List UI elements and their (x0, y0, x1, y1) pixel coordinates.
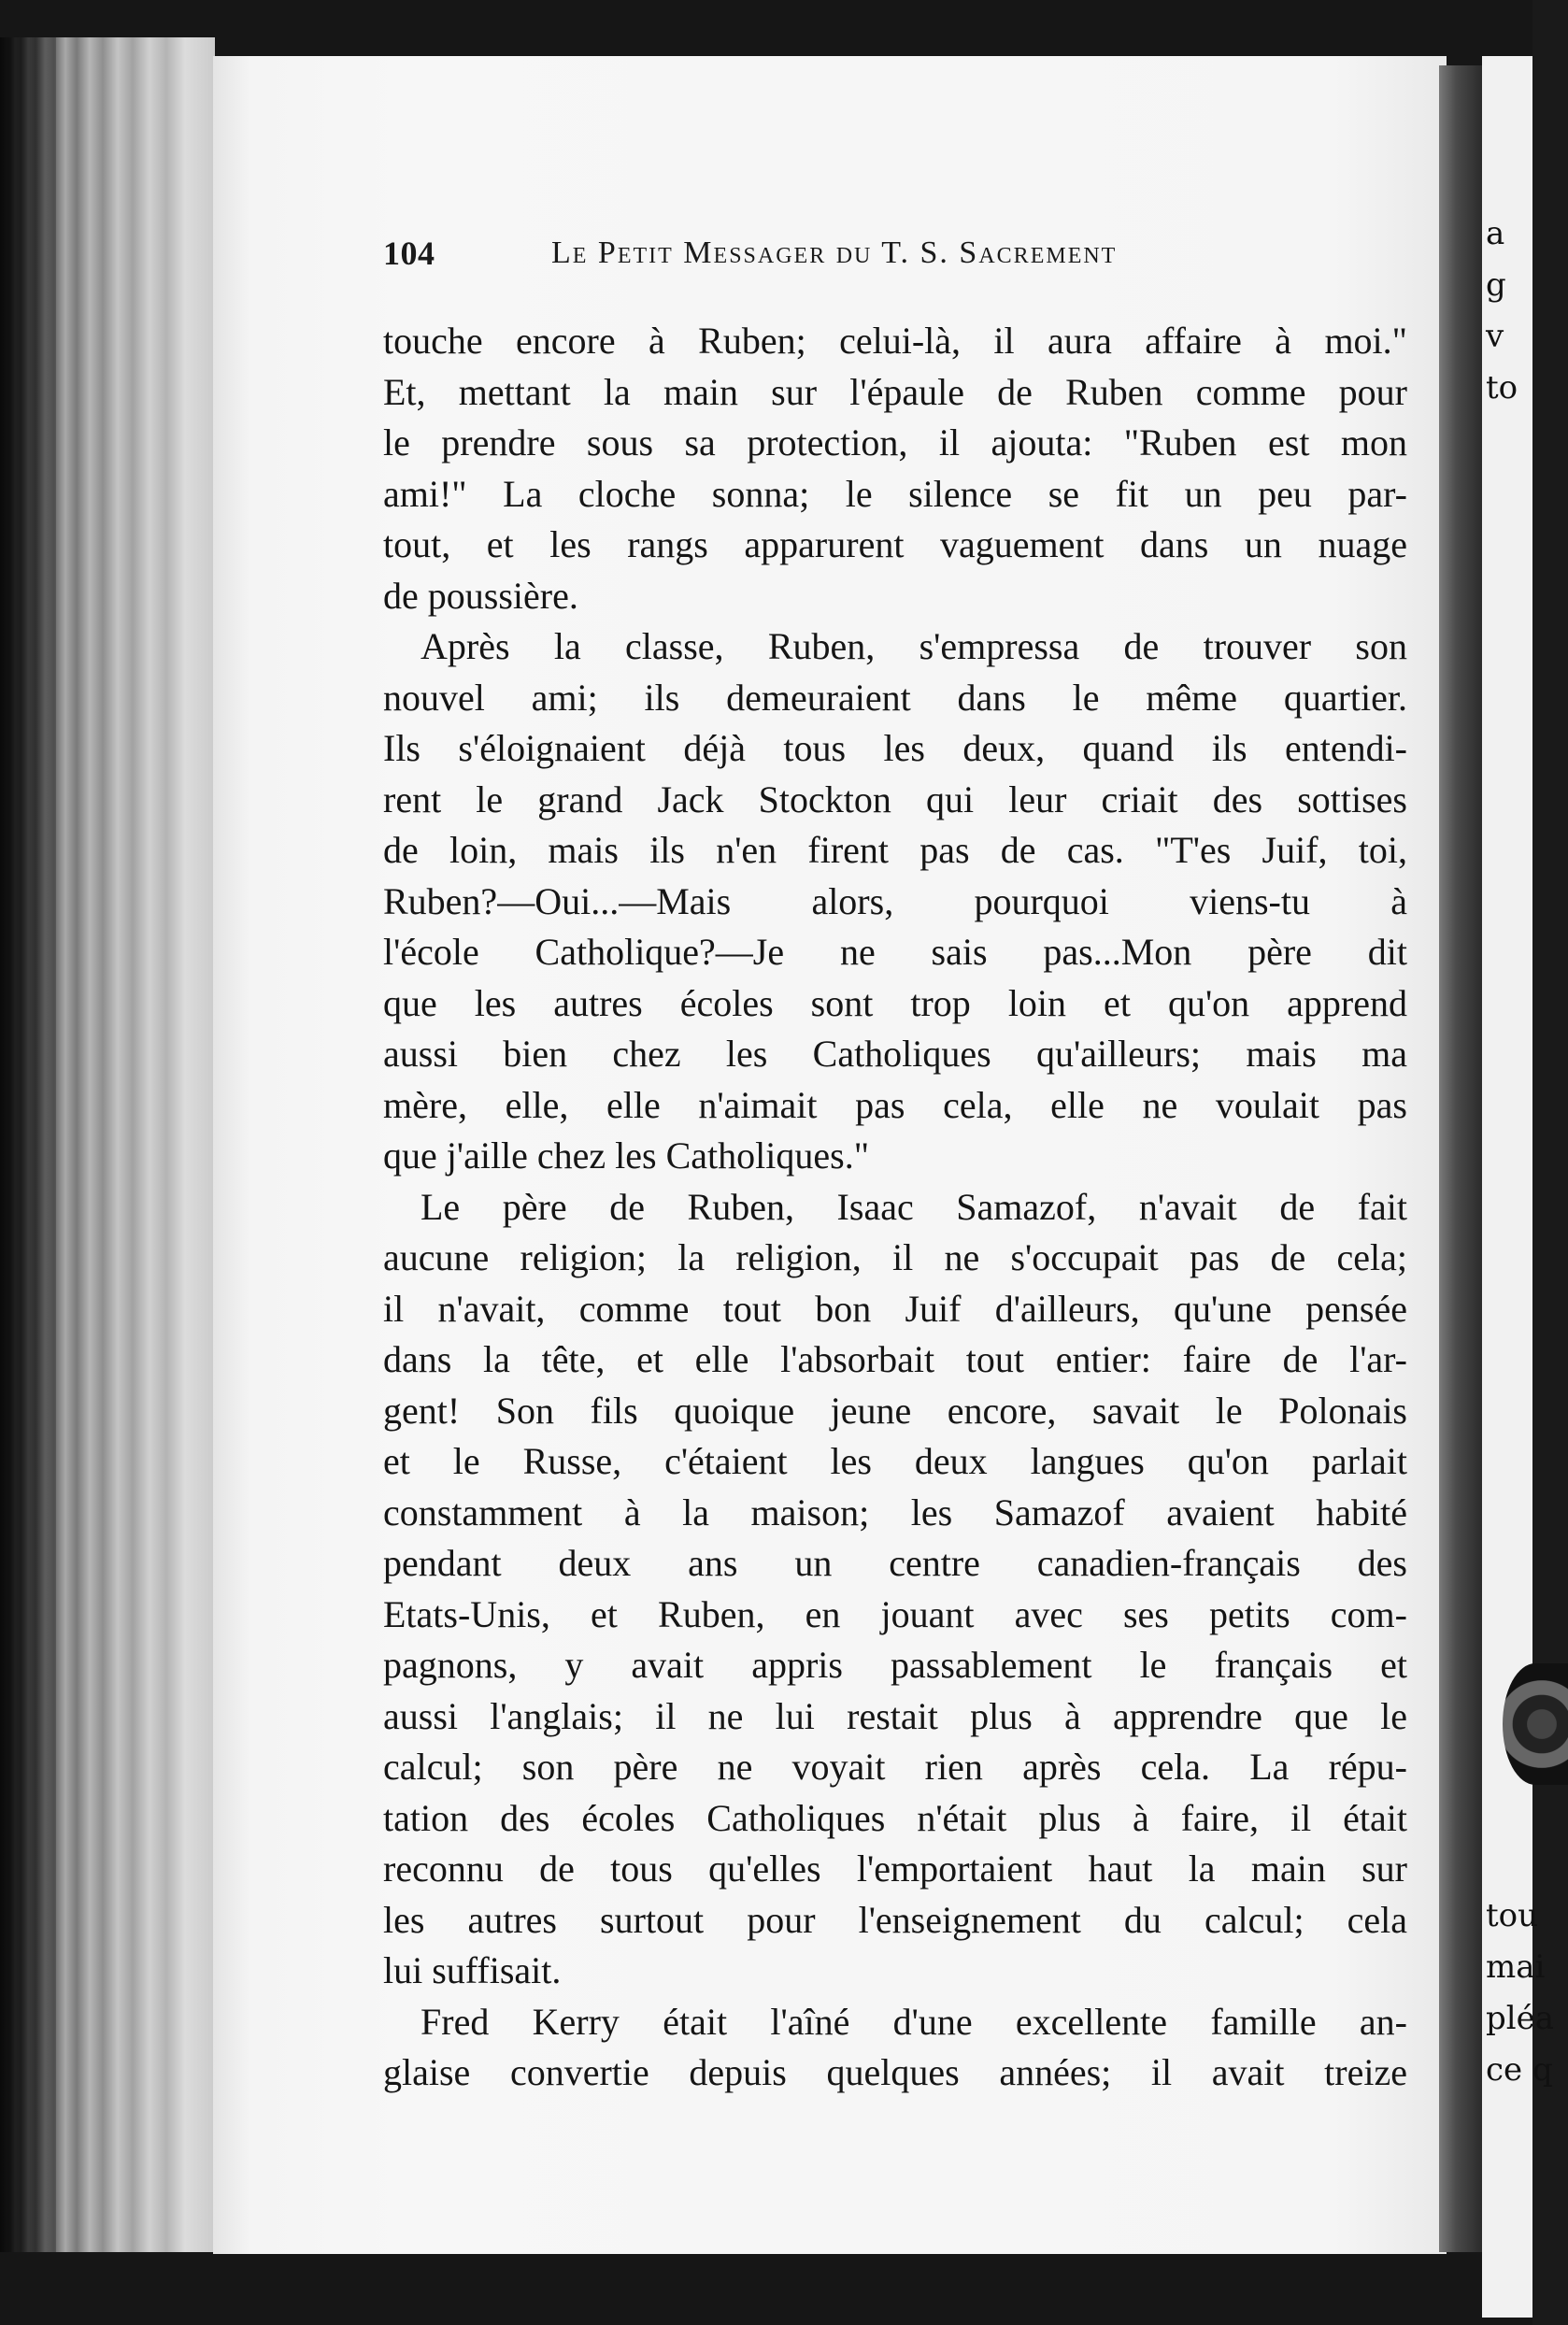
text-line: calcul; son père ne voyait rien après cela. La répu- (383, 1746, 1407, 1788)
paragraph (383, 1182, 1407, 1997)
page-edges-shadow (0, 37, 56, 2252)
facing-page-fragment: ce q (1486, 2051, 1553, 2089)
paragraph (383, 316, 1407, 621)
paragraph (383, 1997, 1407, 2099)
text-line: tation des écoles Catholiques n'était plus à faire, il était (383, 1796, 1407, 1839)
text-line: de loin, mais ils n'en firent pas de cas. "T'es Juif, toi, (383, 829, 1407, 871)
text-line: Ruben?—Oui...—Mais alors, pourquoi viens-tu à (383, 879, 1407, 922)
text-line: et le Russe, c'étaient les deux langues qu'on parlait (383, 1440, 1407, 1482)
text-line: Fred Kerry était l'aîné d'une excellente famille an- (421, 2000, 1407, 2043)
text-line: tout, et les rangs apparurent vaguement dans un nuage (383, 523, 1407, 565)
text-line: que j'aille chez les Catholiques." (383, 1134, 870, 1177)
text-line: aucune religion; la religion, il ne s'occupait pas de cela; (383, 1236, 1407, 1278)
running-title: Le Petit Messager du T. S. Sacrement (551, 235, 1118, 270)
facing-page-fragment: a (1486, 215, 1505, 252)
facing-page-fragment: g (1486, 266, 1506, 304)
text-line: lui suffisait. (383, 1949, 562, 1991)
text-line: glaise convertie depuis quelques années; il avait treize (383, 2051, 1407, 2093)
text-line: mère, elle, elle n'aimait pas cela, elle ne voulait pas (383, 1083, 1407, 1126)
text-line: dans la tête, et elle l'absorbait tout entier: faire de l'ar- (383, 1338, 1407, 1380)
facing-page-fragment: to (1486, 369, 1518, 407)
facing-page-edge (1482, 56, 1555, 2318)
text-line: gent! Son fils quoique jeune encore, savait le Polonais (383, 1389, 1407, 1432)
text-line: aussi l'anglais; il ne lui restait plus à apprendre que le (383, 1694, 1407, 1737)
text-line: ami!" La cloche sonna; le silence se fit un peu par- (383, 472, 1407, 515)
text-line: de poussière. (383, 574, 578, 617)
text-line: pendant deux ans un centre canadien-français des (383, 1542, 1407, 1584)
book-spine-shadow (1439, 65, 1482, 2252)
text-line: nouvel ami; ils demeuraient dans le même quartier. (383, 676, 1407, 719)
facing-page-fragment: mai (1486, 1948, 1546, 1986)
body-text (383, 316, 1407, 2099)
text-line: le prendre sous sa protection, il ajouta: "Ruben est mon (383, 421, 1407, 464)
facing-page-fragment: tou (1486, 1897, 1539, 1934)
facing-page-illustration (1503, 1663, 1568, 1785)
facing-page-fragment: pléa (1486, 2000, 1555, 2037)
text-line: Et, mettant la main sur l'épaule de Ruben comme pour (383, 370, 1407, 413)
text-line: Le père de Ruben, Isaac Samazof, n'avait de fait (421, 1185, 1407, 1228)
text-line: Etats-Unis, et Ruben, en jouant avec ses petits com- (383, 1592, 1407, 1635)
text-line: Ils s'éloignaient déjà tous les deux, quand ils entendi- (383, 727, 1407, 769)
text-line: l'école Catholique?—Je ne sais pas...Mon père dit (383, 931, 1407, 973)
text-line: reconnu de tous qu'elles l'emportaient haut la main sur (383, 1847, 1407, 1890)
text-line: il n'avait, comme tout bon Juif d'ailleurs, qu'une pensée (383, 1287, 1407, 1330)
page-number: 104 (383, 235, 435, 272)
text-line: que les autres écoles sont trop loin et qu'on apprend (383, 981, 1407, 1024)
text-line: les autres surtout pour l'enseignement du calcul; cela (383, 1898, 1407, 1941)
paragraph (383, 621, 1407, 1182)
text-line: aussi bien chez les Catholiques qu'ailleurs; mais ma (383, 1033, 1407, 1075)
facing-page-fragment: v (1486, 318, 1504, 355)
text-line: rent le grand Jack Stockton qui leur criait des sottises (383, 777, 1407, 820)
text-line: touche encore à Ruben; celui-là, il aura affaire à moi." (383, 320, 1407, 362)
text-line: Après la classe, Ruben, s'empressa de trouver son (421, 625, 1407, 667)
text-line: pagnons, y avait appris passablement le français et (383, 1644, 1407, 1686)
text-line: constamment à la maison; les Samazof avaient habité (383, 1491, 1407, 1533)
